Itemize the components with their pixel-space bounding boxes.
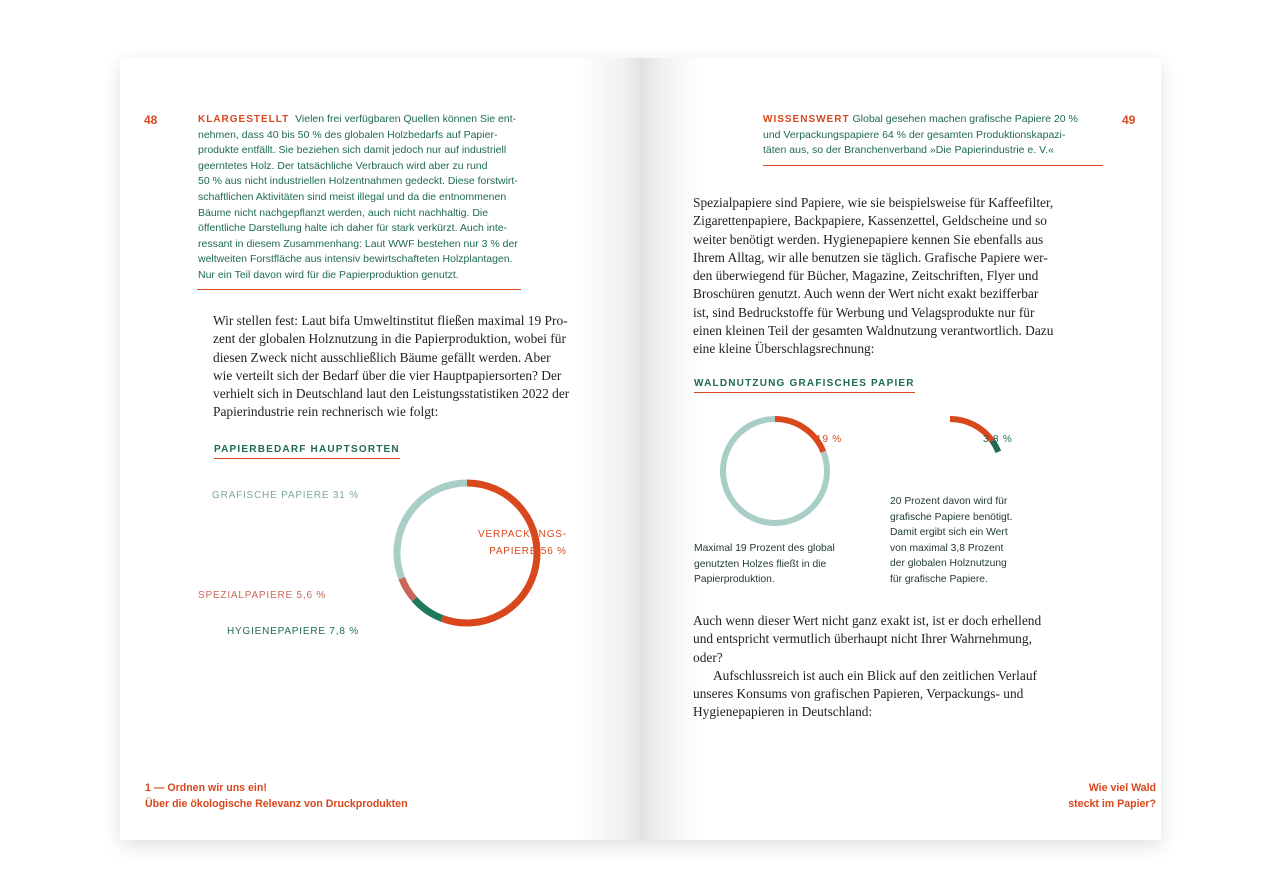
box-line: Bäume nicht nachgepflanzt werden, auch nicht nachhaltig. Die <box>198 206 489 219</box>
label-3-8-percent: 3,8 % <box>983 434 1013 445</box>
box-rule <box>763 165 1103 166</box>
body-text-left <box>213 312 588 422</box>
box-label: KLARGESTELLT <box>198 114 290 125</box>
caption-line: Damit ergibt sich ein Wert <box>890 527 1008 539</box>
caption-right <box>890 494 1060 588</box>
footer-line: Wie viel Wald <box>1088 782 1156 794</box>
box-line: geerntetes Holz. Der tatsächliche Verbrauch wird aber zu rund <box>198 159 488 172</box>
body-line: verhielt sich in Deutschland laut den Leistungsstatistiken 2022 der <box>213 386 570 402</box>
label-grafische-papiere: GRAFISCHE PAPIERE 31 % <box>212 490 359 501</box>
caption-line: für grafische Papiere. <box>890 573 988 585</box>
body-line: ist, sind Bedruckstoffe für Werbung und Velagsprodukte nur für <box>693 304 1035 320</box>
body-line: weiter benötigt werden. Hygienepapiere kennen Sie ebenfalls aus <box>693 231 1044 247</box>
label-verpackungspapiere: VERPACKUNGS- PAPIERE 56 % <box>478 529 567 557</box>
footer-line: Über die ökologische Relevanz von Druckprodukten <box>145 798 408 810</box>
body-line: Ihrem Alltag, wir alle benutzen sie täglich. Grafische Papiere wer- <box>693 249 1048 265</box>
body-line: wie verteilt sich der Bedarf über die vier Hauptpapiersorten? Der <box>213 367 562 383</box>
body-text-right-2 <box>693 612 1069 722</box>
body-line: Wir stellen fest: Laut bifa Umweltinstitut fließen maximal 19 Pro- <box>213 313 568 328</box>
body-text-right <box>693 194 1069 359</box>
footer-right <box>1020 780 1156 812</box>
papierbedarf-donut-chart <box>120 468 640 668</box>
footer-line: 1 — Ordnen wir uns ein! <box>145 782 267 794</box>
body-line: einen kleinen Teil der gesamten Waldnutzung verantwortlich. Dazu <box>693 323 1054 339</box>
body-line: Spezialpapiere sind Papiere, wie sie beispielsweise für Kaffeefilter, <box>693 195 1054 210</box>
body-line: diesen Zweck nicht ausschließlich Bäume gefällt werden. Aber <box>213 349 551 365</box>
body-line: oder? <box>693 649 723 665</box>
chart-heading-right: WALDNUTZUNG GRAFISCHES PAPIER <box>694 378 915 393</box>
left-page <box>120 58 640 840</box>
body-line: Auch wenn dieser Wert nicht ganz exakt ist, ist er doch erhellend <box>693 613 1042 628</box>
box-line: und Verpackungspapiere 64 % der gesamten Produktionskapazi- <box>763 128 1066 141</box>
wissenswert-box <box>763 112 1108 159</box>
label-spezialpapiere: SPEZIALPAPIERE 5,6 % <box>198 590 327 601</box>
box-rule <box>197 289 521 290</box>
box-line: KLARGESTELLT Vielen frei verfügbaren Quellen können Sie ent- <box>198 113 517 125</box>
donut-slice-spezialpapiere <box>402 578 415 599</box>
box-line: WISSENSWERT Global gesehen machen grafische Papiere 20 % <box>763 113 1078 125</box>
box-line: produkte entfällt. Sie beziehen sich damit jedoch nur auf industriell <box>198 144 507 157</box>
label-hygienepapiere: HYGIENEPAPIERE 7,8 % <box>227 626 359 637</box>
donut-slice-hygienepapiere <box>414 599 442 618</box>
box-line: täten aus, so der Branchenverband »Die Papierindustrie e. V.« <box>763 144 1054 157</box>
body-line: und entspricht vermutlich überhaupt nicht Ihrer Wahrnehmung, <box>693 631 1032 647</box>
right-page <box>640 58 1161 840</box>
body-line: Broschüren genutzt. Auch wenn der Wert nicht exakt bezifferbar <box>693 286 1039 302</box>
caption-line: genutzten Holzes fließt in die <box>694 558 827 570</box>
caption-line: der globalen Holznutzung <box>890 558 1007 570</box>
page-number-left: 48 <box>144 113 158 127</box>
body-line: unseres Konsums von grafischen Papieren, Verpackungs- und <box>693 686 1024 702</box>
book-spread <box>120 58 1161 840</box>
body-line: zent der globalen Holznutzung in die Papierproduktion, wobei für <box>213 331 566 347</box>
box-line: weltweiten Forstfläche aus intensiv bewirtschafteten Holzplantagen. <box>198 253 513 266</box>
caption-line: 20 Prozent davon wird für <box>890 496 1008 507</box>
body-line: Aufschlussreich ist auch ein Blick auf den zeitlichen Verlauf <box>713 667 1037 683</box>
caption-line: grafische Papiere benötigt. <box>890 511 1013 523</box>
box-line: Nur ein Teil davon wird für die Papierproduktion genutzt. <box>198 268 459 281</box>
body-line: Zigarettenpapiere, Backpapiere, Kassenzettel, Geldscheine und so <box>693 213 1047 229</box>
box-label: WISSENSWERT <box>763 114 850 125</box>
caption-left <box>694 541 869 588</box>
footer-line: steckt im Papier? <box>1068 798 1156 810</box>
label-19-percent: 19 % <box>816 434 842 445</box>
chart-heading-left: PAPIERBEDARF HAUPTSORTEN <box>214 444 400 459</box>
body-line: Papierindustrie rein rechnerisch wie folgt: <box>213 404 439 420</box>
donut-slice-grafische-papiere <box>397 483 467 578</box>
box-line: 50 % aus nicht industriellen Holzentnahmen gedeckt. Diese forstwirt- <box>198 175 518 188</box>
caption-line: Maximal 19 Prozent des global <box>694 543 835 554</box>
body-line: Hygienepapieren in Deutschland: <box>693 704 873 720</box>
box-line: nehmen, dass 40 bis 50 % des globalen Holzbedarfs auf Papier- <box>198 128 498 141</box>
box-line: öffentliche Darstellung halte ich daher für stark verkürzt. Auch inte- <box>198 222 508 235</box>
body-line: eine kleine Überschlagsrechnung: <box>693 341 875 357</box>
box-line: ressant in diesem Zusammenhang: Laut WWF bestehen nur 3 % der <box>198 237 518 250</box>
caption-line: Papierproduktion. <box>694 574 775 586</box>
footer-left <box>145 780 408 812</box>
page-number-right: 49 <box>1122 113 1136 127</box>
klargestellt-box <box>198 112 528 284</box>
caption-line: von maximal 3,8 Prozent <box>890 542 1004 554</box>
box-line: schaftlichen Aktivitäten sind meist illegal und da die entnommenen <box>198 190 507 203</box>
body-line: den überwiegend für Bücher, Magazine, Zeitschriften, Flyer und <box>693 268 1039 284</box>
